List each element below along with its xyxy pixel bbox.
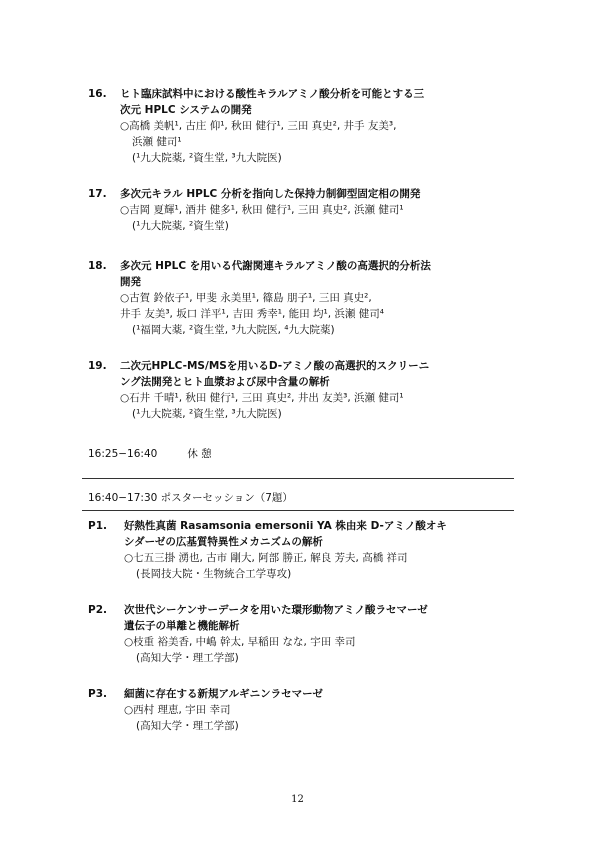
entry-authors: 井手 友美³, 坂口 洋平¹, 吉田 秀幸¹, 能田 均¹, 浜瀬 健司⁴ xyxy=(120,308,384,320)
program-entry-16 xyxy=(88,86,518,166)
entry-authors: ○吉岡 夏輝¹, 酒井 健多¹, 秋田 健行¹, 三田 真史², 浜瀬 健司¹ xyxy=(120,204,404,216)
entry-affiliation: (高知大学・理工学部) xyxy=(136,652,239,664)
entry-authors: ○七五三掛 湧也, 古市 剛大, 阿部 勝正, 解良 芳夫, 高橋 祥司 xyxy=(124,552,408,564)
poster-entry-p2 xyxy=(88,602,518,666)
entry-number: 18. xyxy=(88,260,107,272)
poster-entry-p1 xyxy=(88,518,518,582)
entry-authors: ○古賀 鈴依子¹, 甲斐 永美里¹, 篠島 朋子¹, 三田 真史², xyxy=(120,292,372,304)
entry-affiliation: (¹九大院薬, ²資生堂, ³九大院医) xyxy=(132,408,282,420)
entry-authors: 浜瀬 健司¹ xyxy=(132,136,182,148)
poster-session-header: 16:40−17:30 ポスターセッション（7題） xyxy=(88,492,293,504)
entry-title-line: 二次元HPLC-MS/MSを用いるD-アミノ酸の高選択的スクリーニ xyxy=(120,360,430,372)
entry-title-line: シダーゼの広基質特異性メカニズムの解析 xyxy=(124,536,323,548)
entry-affiliation: (¹九大院薬, ²資生堂) xyxy=(132,220,229,232)
section-divider xyxy=(82,510,514,511)
entry-title-line: ング法開発とヒト血漿および尿中含量の解析 xyxy=(120,376,330,388)
entry-number: 19. xyxy=(88,360,107,372)
entry-title-line: 遺伝子の単離と機能解析 xyxy=(124,620,240,632)
entry-title-line: 多次元 HPLC を用いる代謝関連キラルアミノ酸の高選択的分析法 xyxy=(120,260,431,272)
program-entry-19 xyxy=(88,358,518,422)
entry-affiliation: (¹九大院薬, ²資生堂, ³九大院医) xyxy=(132,152,282,164)
program-entry-17 xyxy=(88,186,518,234)
entry-authors: ○石井 千晴¹, 秋田 健行¹, 三田 真史², 井出 友美³, 浜瀬 健司¹ xyxy=(120,392,404,404)
program-entry-18 xyxy=(88,258,518,338)
entry-authors: ○西村 理恵, 宇田 幸司 xyxy=(124,704,231,716)
entry-title-line: 好熱性真菌 Rasamsonia emersonii YA 株由来 D-アミノ酸オキ xyxy=(124,520,447,532)
entry-authors: ○枝重 裕美香, 中嶋 幹太, 早稲田 なな, 宇田 幸司 xyxy=(124,636,356,648)
entry-number: P3. xyxy=(88,688,107,700)
entry-title-line: 多次元キラル HPLC 分析を指向した保持力制御型固定相の開発 xyxy=(120,188,421,200)
break-time: 16:25−16:40 xyxy=(88,448,158,460)
section-divider xyxy=(82,478,514,479)
poster-entry-p3 xyxy=(88,686,518,734)
entry-number: 16. xyxy=(88,88,107,100)
break-label: 休 憩 xyxy=(187,448,212,460)
entry-affiliation: (長岡技大院・生物統合工学専攻) xyxy=(136,568,292,580)
entry-title-line: 次世代シーケンサーデータを用いた環形動物アミノ酸ラセマーゼ xyxy=(124,604,428,616)
page-number: 12 xyxy=(291,794,304,805)
entry-title-line: 次元 HPLC システムの開発 xyxy=(120,104,252,116)
entry-number: P1. xyxy=(88,520,107,532)
entry-affiliation: (¹福岡大薬, ²資生堂, ³九大院医, ⁴九大院薬) xyxy=(132,324,335,336)
entry-title-line: 開発 xyxy=(120,276,141,288)
entry-affiliation: (高知大学・理工学部) xyxy=(136,720,239,732)
entry-title-line: ヒト臨床試料中における酸性キラルアミノ酸分析を可能とする三 xyxy=(120,88,425,100)
entry-number: 17. xyxy=(88,188,107,200)
entry-title-line: 細菌に存在する新規アルギニンラセマーゼ xyxy=(124,688,323,700)
entry-number: P2. xyxy=(88,604,107,616)
break-line xyxy=(88,446,212,461)
entry-authors: ○高橋 美帆¹, 古庄 仰¹, 秋田 健行¹, 三田 真史², 井手 友美³, xyxy=(120,120,397,132)
